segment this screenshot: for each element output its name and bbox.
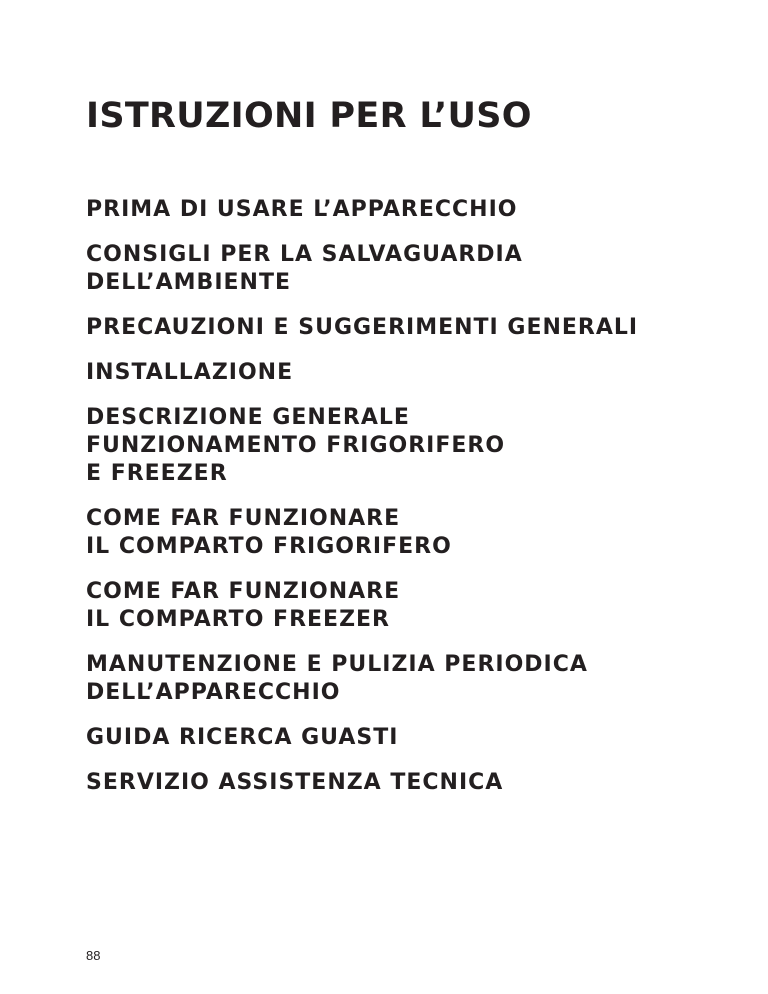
toc-item-salvaguardia-ambiente xyxy=(86,241,726,297)
toc-item-line: E FREEZER xyxy=(86,461,228,486)
page-title: ISTRUZIONI PER L’USO xyxy=(86,96,532,136)
toc-item-line: INSTALLAZIONE xyxy=(86,360,294,385)
toc-item-line: PRIMA DI USARE L’APPARECCHIO xyxy=(86,197,518,222)
toc-item-line: FUNZIONAMENTO FRIGORIFERO xyxy=(86,433,506,458)
toc-item-line: DESCRIZIONE GENERALE xyxy=(86,405,410,430)
table-of-contents xyxy=(86,196,726,814)
page-number: 88 xyxy=(86,948,101,963)
toc-item-ricerca-guasti xyxy=(86,724,726,752)
toc-item-line: GUIDA RICERCA GUASTI xyxy=(86,725,399,750)
toc-item-assistenza-tecnica xyxy=(86,769,726,797)
toc-item-line: COME FAR FUNZIONARE xyxy=(86,579,401,604)
toc-item-comparto-freezer xyxy=(86,578,726,634)
toc-item-line: MANUTENZIONE E PULIZIA PERIODICA xyxy=(86,652,588,677)
toc-item-line: CONSIGLI PER LA SALVAGUARDIA xyxy=(86,242,523,267)
toc-item-prima-di-usare xyxy=(86,196,726,224)
toc-item-precauzioni xyxy=(86,314,726,342)
toc-item-line: PRECAUZIONI E SUGGERIMENTI GENERALI xyxy=(86,315,639,340)
toc-item-line: COME FAR FUNZIONARE xyxy=(86,506,401,531)
toc-item-line: IL COMPARTO FREEZER xyxy=(86,607,391,632)
toc-item-installazione xyxy=(86,359,726,387)
toc-item-manutenzione xyxy=(86,651,726,707)
toc-item-line: IL COMPARTO FRIGORIFERO xyxy=(86,534,452,559)
toc-item-descrizione-generale xyxy=(86,404,726,488)
toc-item-line: DELL’APPARECCHIO xyxy=(86,680,341,705)
toc-item-line: SERVIZIO ASSISTENZA TECNICA xyxy=(86,770,504,795)
toc-item-comparto-frigorifero xyxy=(86,505,726,561)
toc-item-line: DELL’AMBIENTE xyxy=(86,270,291,295)
